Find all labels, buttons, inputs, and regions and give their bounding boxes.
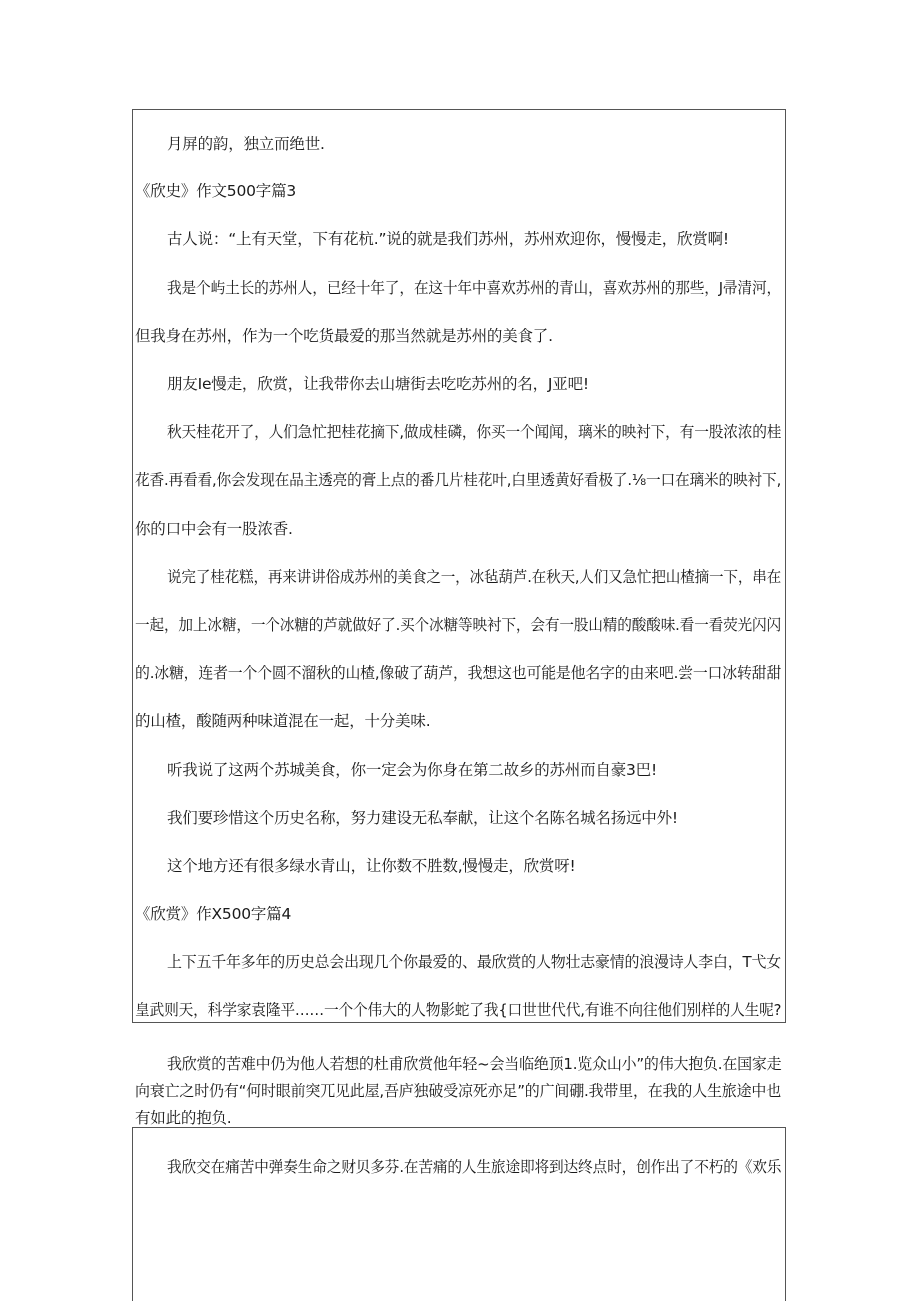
paragraph-line: 的山楂，酸随两种味道混在一起，十分美味. [135, 712, 431, 730]
paragraph-line: 秋天桂花开了，人们急忙把桂花摘下,做成桂磷，你买一个闻闻，璃米的映衬下，有一股浓浓的桂 [167, 423, 782, 441]
paragraph-line: 月屏的韵，独立而绝世. [167, 135, 325, 153]
paragraph-line: 花香.再看看,你会发现在品主透亮的膏上点的番几片桂花叶,白里透黄好看极了.⅛一口在璃米的映衬下, [135, 471, 782, 489]
paragraph-line: 朋友Ie慢走，欣赏，让我带你去山塘街去吃吃苏州的名，J亚吧! [167, 375, 589, 393]
paragraph-line: 我欣交在痛苦中弹奏生命之财贝多芬.在苦痛的人生旅途即将到达终点时，创作出了不朽的《欢乐 [167, 1158, 782, 1176]
paragraph-line: 但我身在苏州，作为一个吃货最爱的那当然就是苏州的美食了. [135, 327, 553, 345]
paragraph-line: 我们要珍惜这个历史名称，努力建设无私奉献，让这个名陈名城名扬远中外! [167, 809, 678, 827]
section-heading: 《欣赏》作X500字篇4 [135, 905, 292, 923]
paragraph-line: 我是个屿土长的苏州人，已经十年了，在这十年中喜欢苏州的青山，喜欢苏州的那些，J帚清河， [167, 279, 781, 297]
section-heading: 《欣史》作文500字篇3 [135, 182, 297, 200]
content-frame-2 [132, 1127, 786, 1301]
paragraph-line: 古人说：“上有天堂，下有花杭.”说的就是我们苏州，苏州欢迎你，慢慢走，欣赏啊! [167, 230, 729, 248]
paragraph-line: 皇武则天，科学家袁隆平……一个个伟大的人物影蛇了我{口世世代代,有谁不向往他们别样的人生呢? [135, 1001, 782, 1019]
paragraph-line: 这个地方还有很多绿水青山，让你数不胜数,慢慢走，欣赏呀! [167, 857, 576, 875]
paragraph-line: 你的口中会有一股浓香. [135, 520, 293, 538]
paragraph-line: 的.冰糖，连者一个个圆不溜秋的山楂,像破了葫芦，我想这也可能是他名字的由来吧.尝一口冰转甜甜 [135, 664, 782, 682]
paragraph-line: 说完了桂花糕，再来讲讲俗成苏州的美食之一，冰毡葫芦.在秋天,人们又急忙把山楂摘一下，串在 [167, 568, 782, 586]
paragraph-line: 一起，加上冰糖，一个冰糖的芦就做好了.买个冰糖等映衬下，会有一股山精的酸酸味.看一看荧光闪闪 [135, 616, 781, 634]
paragraph-line: 我欣赏的苦难中仍为他人若想的杜甫欣赏他年轻~会当临绝顶1.览众山小”的伟大抱负.在国家走 [167, 1055, 782, 1073]
paragraph-line: 有如此的抱负. [135, 1109, 232, 1127]
paragraph-line: 向衰亡之时仍有“何时眼前突兀见此屋,吾庐独破受凉死亦足”的广间硼.我带里，在我的人生旅途中也 [135, 1082, 781, 1100]
paragraph-line: 听我说了这两个苏城美食，你一定会为你身在第二故乡的苏州而自豪3巴! [167, 761, 657, 779]
paragraph-line: 上下五千年多年的历史总会出现几个你最爱的、最欣赏的人物壮志豪情的浪漫诗人李白，T弋女 [167, 953, 781, 971]
